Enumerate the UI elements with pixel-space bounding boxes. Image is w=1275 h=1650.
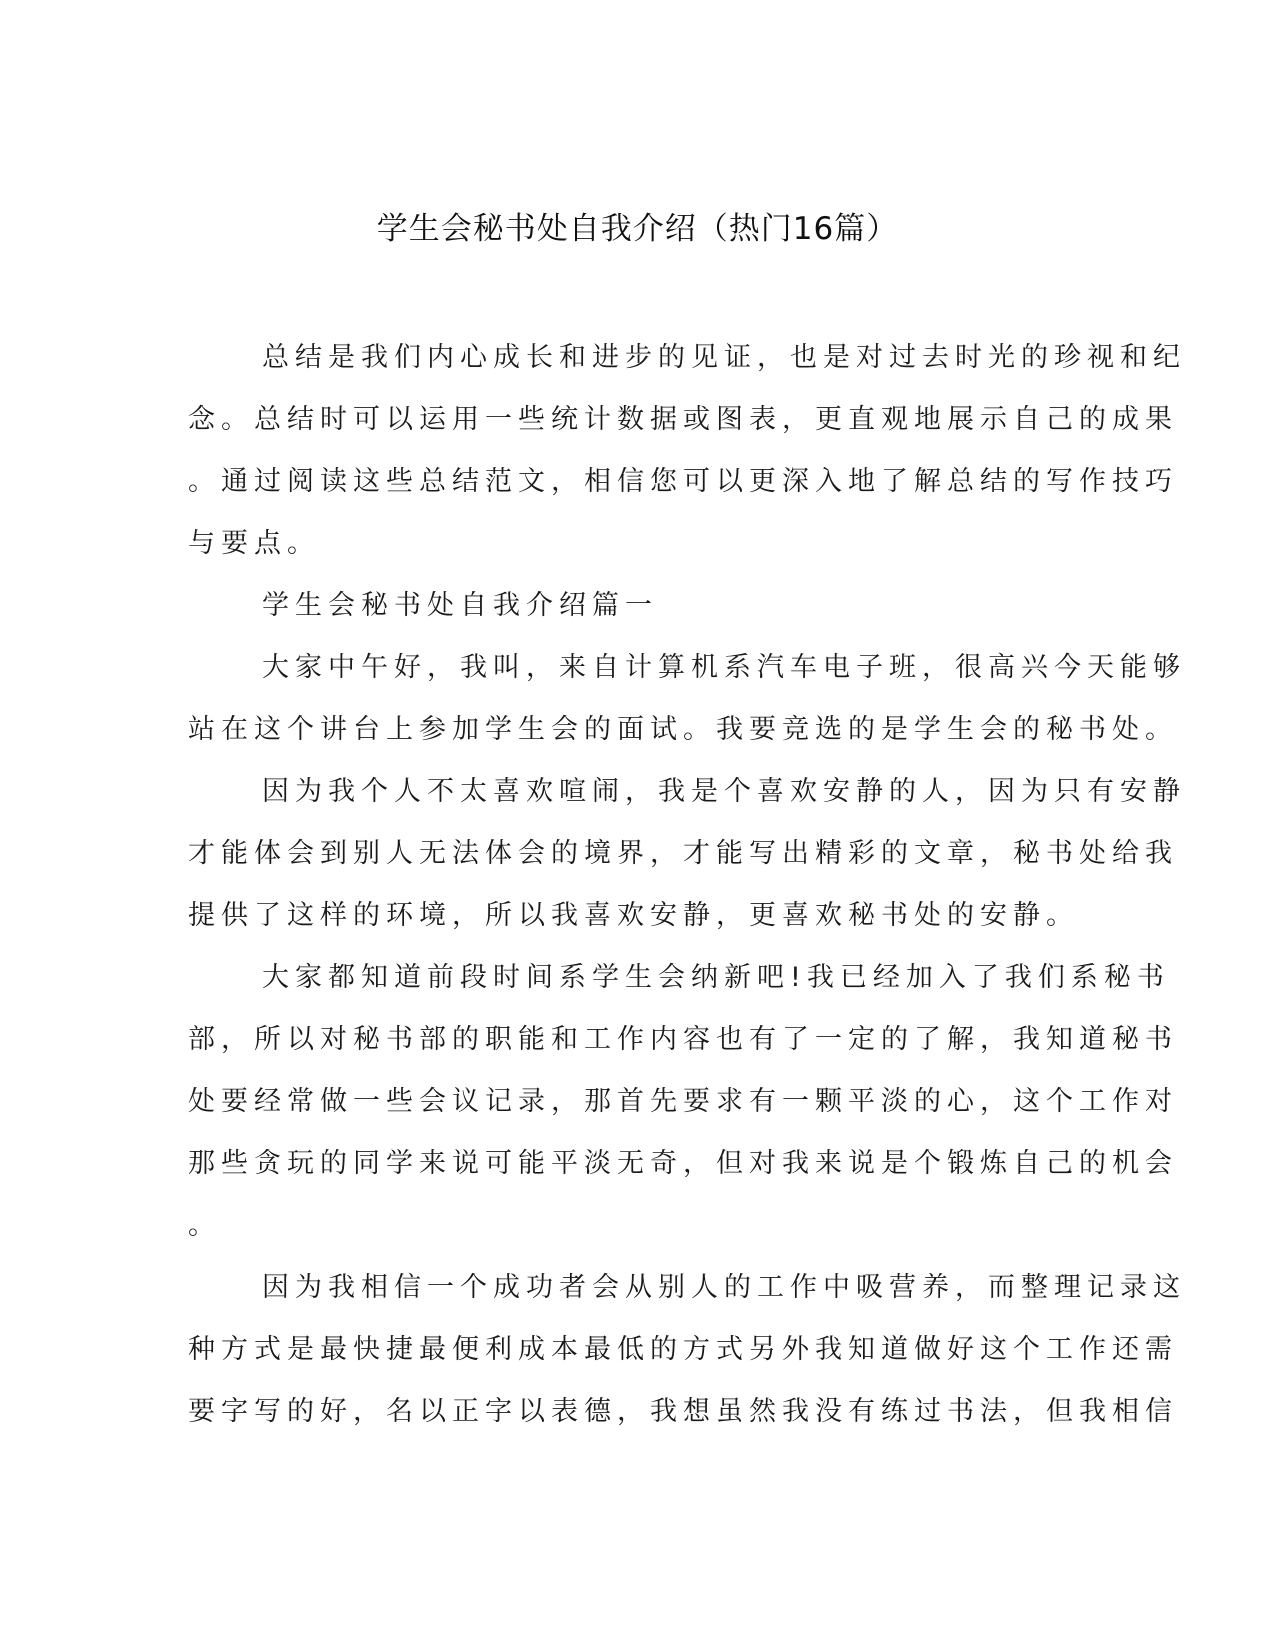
body-line: 处要经常做一些会议记录，那首先要求有一颗平淡的心，这个工作对 [188, 1086, 1178, 1117]
body-line: 学生会秘书处自我介绍篇一 [262, 590, 658, 621]
body-line: 种方式是最快捷最便利成本最低的方式另外我知道做好这个工作还需 [188, 1334, 1178, 1365]
body-line: 站在这个讲台上参加学生会的面试。我要竞选的是学生会的秘书处。 [188, 714, 1178, 745]
body-line: 大家中午好，我叫，来自计算机系汽车电子班，很高兴今天能够 [262, 652, 1186, 683]
body-line: 总结是我们内心成长和进步的见证，也是对过去时光的珍视和纪 [262, 342, 1186, 373]
document-body [188, 327, 1186, 1443]
body-line: 大家都知道前段时间系学生会纳新吧!我已经加入了我们系秘书 [262, 962, 1170, 993]
body-line: 提供了这样的环境，所以我喜欢安静，更喜欢秘书处的安静。 [188, 900, 1079, 931]
body-line: 与要点。 [188, 528, 320, 559]
body-line: 才能体会到别人无法体会的境界，才能写出精彩的文章，秘书处给我 [188, 838, 1178, 869]
body-line: 。通过阅读这些总结范文，相信您可以更深入地了解总结的写作技巧 [188, 466, 1178, 497]
body-line: 念。总结时可以运用一些统计数据或图表，更直观地展示自己的成果 [188, 404, 1178, 435]
body-line: 部，所以对秘书部的职能和工作内容也有了一定的了解，我知道秘书 [188, 1024, 1178, 1055]
body-line: 。 [188, 1210, 221, 1241]
body-line: 因为我个人不太喜欢喧闹，我是个喜欢安静的人，因为只有安静 [262, 776, 1186, 807]
document-title: 学生会秘书处自我介绍（热门16篇） [376, 211, 899, 247]
body-line: 要字写的好，名以正字以表德，我想虽然我没有练过书法，但我相信 [188, 1396, 1178, 1427]
body-line: 因为我相信一个成功者会从别人的工作中吸营养，而整理记录这 [262, 1272, 1186, 1303]
body-line: 那些贪玩的同学来说可能平淡无奇，但对我来说是个锻炼自己的机会 [188, 1148, 1178, 1179]
